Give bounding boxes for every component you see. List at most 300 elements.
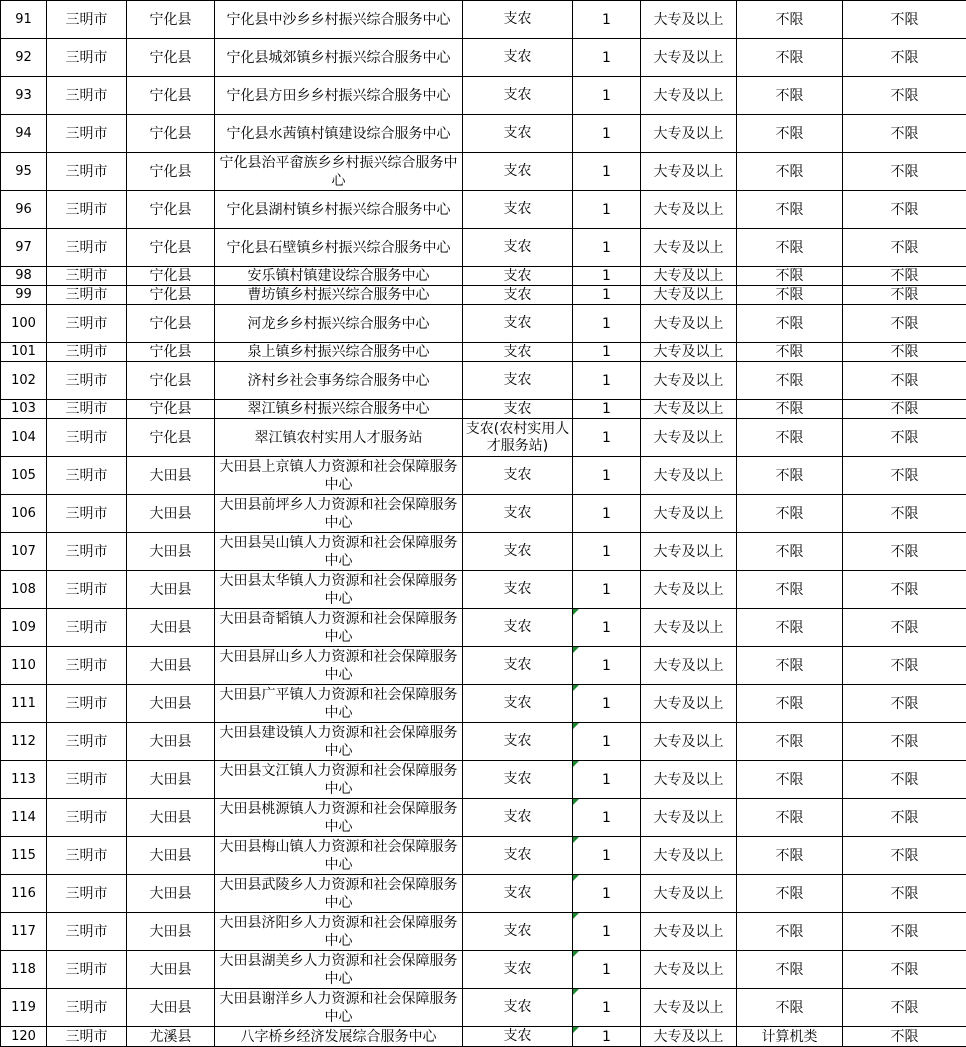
cell-row-number[interactable]: 103 (1, 400, 47, 419)
cell-count[interactable]: 1 (573, 685, 641, 723)
cell-county[interactable]: 宁化县 (127, 343, 215, 362)
cell-row-number[interactable]: 91 (1, 1, 47, 39)
cell-row-number[interactable]: 102 (1, 362, 47, 400)
cell-row-number[interactable]: 107 (1, 533, 47, 571)
cell-category[interactable]: 支农 (463, 723, 573, 761)
cell-other-requirement[interactable]: 不限 (843, 1027, 966, 1047)
cell-education[interactable]: 大专及以上 (641, 457, 737, 495)
cell-other-requirement[interactable]: 不限 (843, 875, 966, 913)
cell-county[interactable]: 大田县 (127, 571, 215, 609)
cell-city[interactable]: 三明市 (47, 647, 127, 685)
cell-category[interactable]: 支农 (463, 571, 573, 609)
cell-count[interactable]: 1 (573, 647, 641, 685)
cell-major[interactable]: 不限 (737, 191, 843, 229)
table-row (1, 571, 966, 609)
cell-count[interactable]: 1 (573, 571, 641, 609)
cell-count[interactable]: 1 (573, 39, 641, 77)
cell-county[interactable]: 大田县 (127, 685, 215, 723)
cell-category[interactable]: 支农 (463, 647, 573, 685)
cell-county[interactable]: 大田县 (127, 457, 215, 495)
table-row (1, 647, 966, 685)
cell-major[interactable]: 不限 (737, 115, 843, 153)
cell-unit-name[interactable]: 大田县桃源镇人力资源和社会保障服务中心 (215, 799, 463, 837)
cell-education[interactable]: 大专及以上 (641, 495, 737, 533)
cell-city[interactable]: 三明市 (47, 495, 127, 533)
cell-city[interactable]: 三明市 (47, 799, 127, 837)
cell-row-number[interactable]: 92 (1, 39, 47, 77)
cell-category[interactable]: 支农 (463, 305, 573, 343)
cell-major[interactable]: 不限 (737, 419, 843, 457)
cell-count[interactable]: 1 (573, 191, 641, 229)
cell-unit-name[interactable]: 大田县奇韬镇人力资源和社会保障服务中心 (215, 609, 463, 647)
cell-major[interactable]: 不限 (737, 362, 843, 400)
green-triangle-icon (573, 723, 579, 729)
cell-unit-name[interactable]: 大田县武陵乡人力资源和社会保障服务中心 (215, 875, 463, 913)
cell-other-requirement[interactable]: 不限 (843, 400, 966, 419)
cell-category[interactable]: 支农 (463, 495, 573, 533)
cell-unit-name[interactable]: 宁化县石壁镇乡村振兴综合服务中心 (215, 229, 463, 267)
cell-major[interactable]: 不限 (737, 761, 843, 799)
cell-count[interactable]: 1 (573, 457, 641, 495)
cell-major[interactable]: 不限 (737, 286, 843, 305)
cell-city[interactable]: 三明市 (47, 229, 127, 267)
cell-major[interactable]: 不限 (737, 305, 843, 343)
cell-other-requirement[interactable]: 不限 (843, 837, 966, 875)
cell-other-requirement[interactable]: 不限 (843, 115, 966, 153)
cell-count[interactable]: 1 (573, 1027, 641, 1047)
cell-city[interactable]: 三明市 (47, 533, 127, 571)
cell-category[interactable]: 支农 (463, 1027, 573, 1047)
cell-county[interactable]: 宁化县 (127, 39, 215, 77)
cell-row-number[interactable]: 108 (1, 571, 47, 609)
cell-city[interactable]: 三明市 (47, 39, 127, 77)
cell-category[interactable]: 支农 (463, 153, 573, 191)
cell-category[interactable]: 支农(农村实用人才服务站) (463, 419, 573, 457)
cell-city[interactable]: 三明市 (47, 191, 127, 229)
cell-count[interactable]: 1 (573, 875, 641, 913)
cell-row-number[interactable]: 112 (1, 723, 47, 761)
cell-row-number[interactable]: 106 (1, 495, 47, 533)
cell-city[interactable]: 三明市 (47, 286, 127, 305)
cell-city[interactable]: 三明市 (47, 77, 127, 115)
cell-category[interactable]: 支农 (463, 400, 573, 419)
cell-other-requirement[interactable]: 不限 (843, 647, 966, 685)
cell-other-requirement[interactable]: 不限 (843, 39, 966, 77)
cell-row-number[interactable]: 99 (1, 286, 47, 305)
cell-row-number[interactable]: 114 (1, 799, 47, 837)
cell-city[interactable]: 三明市 (47, 761, 127, 799)
cell-major[interactable]: 不限 (737, 989, 843, 1027)
cell-major[interactable]: 不限 (737, 571, 843, 609)
cell-city[interactable]: 三明市 (47, 951, 127, 989)
cell-education[interactable]: 大专及以上 (641, 723, 737, 761)
cell-other-requirement[interactable]: 不限 (843, 229, 966, 267)
table-row (1, 286, 966, 305)
cell-major[interactable]: 不限 (737, 685, 843, 723)
green-triangle-icon (573, 875, 579, 881)
cell-city[interactable]: 三明市 (47, 609, 127, 647)
table-row (1, 362, 966, 400)
cell-education[interactable]: 大专及以上 (641, 1027, 737, 1047)
cell-major[interactable]: 不限 (737, 495, 843, 533)
table-row (1, 761, 966, 799)
cell-county[interactable]: 大田县 (127, 875, 215, 913)
cell-city[interactable]: 三明市 (47, 685, 127, 723)
cell-county[interactable]: 大田县 (127, 837, 215, 875)
table-row (1, 419, 966, 457)
cell-county[interactable]: 大田县 (127, 799, 215, 837)
cell-major[interactable]: 不限 (737, 609, 843, 647)
cell-count[interactable]: 1 (573, 305, 641, 343)
cell-unit-name[interactable]: 大田县广平镇人力资源和社会保障服务中心 (215, 685, 463, 723)
cell-education[interactable]: 大专及以上 (641, 191, 737, 229)
table-row (1, 495, 966, 533)
cell-category[interactable]: 支农 (463, 761, 573, 799)
cell-education[interactable]: 大专及以上 (641, 647, 737, 685)
cell-row-number[interactable]: 119 (1, 989, 47, 1027)
table-row (1, 39, 966, 77)
cell-education[interactable]: 大专及以上 (641, 77, 737, 115)
cell-city[interactable]: 三明市 (47, 400, 127, 419)
cell-city[interactable]: 三明市 (47, 989, 127, 1027)
cell-other-requirement[interactable]: 不限 (843, 191, 966, 229)
table-row (1, 685, 966, 723)
cell-county[interactable]: 宁化县 (127, 362, 215, 400)
cell-unit-name[interactable]: 大田县梅山镇人力资源和社会保障服务中心 (215, 837, 463, 875)
cell-unit-name[interactable]: 宁化县湖村镇乡村振兴综合服务中心 (215, 191, 463, 229)
cell-education[interactable]: 大专及以上 (641, 362, 737, 400)
cell-major[interactable]: 不限 (737, 723, 843, 761)
cell-major[interactable]: 计算机类 (737, 1027, 843, 1047)
cell-county[interactable]: 大田县 (127, 647, 215, 685)
cell-row-number[interactable]: 111 (1, 685, 47, 723)
cell-education[interactable]: 大专及以上 (641, 837, 737, 875)
green-triangle-icon (573, 609, 579, 615)
cell-other-requirement[interactable]: 不限 (843, 799, 966, 837)
cell-major[interactable]: 不限 (737, 533, 843, 571)
cell-unit-name[interactable]: 大田县前坪乡人力资源和社会保障服务中心 (215, 495, 463, 533)
table-body (1, 1, 966, 1047)
green-triangle-icon (573, 1027, 579, 1033)
cell-other-requirement[interactable]: 不限 (843, 495, 966, 533)
cell-count[interactable]: 1 (573, 362, 641, 400)
cell-other-requirement[interactable]: 不限 (843, 419, 966, 457)
cell-count[interactable]: 1 (573, 533, 641, 571)
cell-county[interactable]: 宁化县 (127, 419, 215, 457)
cell-category[interactable]: 支农 (463, 267, 573, 286)
table-row (1, 951, 966, 989)
cell-unit-name[interactable]: 宁化县方田乡乡村振兴综合服务中心 (215, 77, 463, 115)
cell-city[interactable]: 三明市 (47, 419, 127, 457)
cell-unit-name[interactable]: 大田县屏山乡人力资源和社会保障服务中心 (215, 647, 463, 685)
cell-education[interactable]: 大专及以上 (641, 799, 737, 837)
cell-city[interactable]: 三明市 (47, 343, 127, 362)
cell-count[interactable]: 1 (573, 799, 641, 837)
cell-unit-name[interactable]: 济村乡社会事务综合服务中心 (215, 362, 463, 400)
cell-other-requirement[interactable]: 不限 (843, 723, 966, 761)
cell-category[interactable]: 支农 (463, 989, 573, 1027)
cell-education[interactable]: 大专及以上 (641, 286, 737, 305)
cell-category[interactable]: 支农 (463, 799, 573, 837)
table-row (1, 913, 966, 951)
cell-major[interactable]: 不限 (737, 799, 843, 837)
cell-county[interactable]: 宁化县 (127, 286, 215, 305)
cell-other-requirement[interactable]: 不限 (843, 77, 966, 115)
cell-category[interactable]: 支农 (463, 837, 573, 875)
cell-count[interactable]: 1 (573, 229, 641, 267)
cell-unit-name[interactable]: 大田县谢洋乡人力资源和社会保障服务中心 (215, 989, 463, 1027)
cell-education[interactable]: 大专及以上 (641, 761, 737, 799)
cell-row-number[interactable]: 117 (1, 913, 47, 951)
cell-category[interactable]: 支农 (463, 533, 573, 571)
cell-education[interactable]: 大专及以上 (641, 951, 737, 989)
cell-city[interactable]: 三明市 (47, 875, 127, 913)
cell-education[interactable]: 大专及以上 (641, 229, 737, 267)
cell-county[interactable]: 大田县 (127, 761, 215, 799)
cell-unit-name[interactable]: 大田县湖美乡人力资源和社会保障服务中心 (215, 951, 463, 989)
cell-major[interactable]: 不限 (737, 951, 843, 989)
cell-row-number[interactable]: 120 (1, 1027, 47, 1047)
cell-education[interactable]: 大专及以上 (641, 1, 737, 39)
cell-unit-name[interactable]: 宁化县中沙乡乡村振兴综合服务中心 (215, 1, 463, 39)
cell-count[interactable]: 1 (573, 115, 641, 153)
cell-count[interactable]: 1 (573, 989, 641, 1027)
cell-other-requirement[interactable]: 不限 (843, 571, 966, 609)
cell-count[interactable]: 1 (573, 267, 641, 286)
cell-city[interactable]: 三明市 (47, 1027, 127, 1047)
table-row (1, 267, 966, 286)
cell-row-number[interactable]: 94 (1, 115, 47, 153)
cell-unit-name[interactable]: 翠江镇农村实用人才服务站 (215, 419, 463, 457)
cell-education[interactable]: 大专及以上 (641, 533, 737, 571)
cell-count[interactable]: 1 (573, 913, 641, 951)
cell-unit-name[interactable]: 大田县济阳乡人力资源和社会保障服务中心 (215, 913, 463, 951)
cell-major[interactable]: 不限 (737, 1, 843, 39)
cell-other-requirement[interactable]: 不限 (843, 153, 966, 191)
cell-city[interactable]: 三明市 (47, 571, 127, 609)
cell-city[interactable]: 三明市 (47, 153, 127, 191)
green-triangle-icon (573, 837, 579, 843)
table-row (1, 1, 966, 39)
cell-row-number[interactable]: 110 (1, 647, 47, 685)
cell-unit-name[interactable]: 八字桥乡经济发展综合服务中心 (215, 1027, 463, 1047)
cell-other-requirement[interactable]: 不限 (843, 533, 966, 571)
table-row (1, 837, 966, 875)
cell-county[interactable]: 大田县 (127, 989, 215, 1027)
cell-education[interactable]: 大专及以上 (641, 343, 737, 362)
cell-count[interactable]: 1 (573, 153, 641, 191)
cell-education[interactable]: 大专及以上 (641, 685, 737, 723)
cell-count[interactable]: 1 (573, 837, 641, 875)
cell-city[interactable]: 三明市 (47, 305, 127, 343)
cell-unit-name[interactable]: 大田县文江镇人力资源和社会保障服务中心 (215, 761, 463, 799)
cell-count[interactable]: 1 (573, 723, 641, 761)
cell-count[interactable]: 1 (573, 1, 641, 39)
cell-unit-name[interactable]: 宁化县水茜镇村镇建设综合服务中心 (215, 115, 463, 153)
cell-major[interactable]: 不限 (737, 400, 843, 419)
cell-unit-name[interactable]: 河龙乡乡村振兴综合服务中心 (215, 305, 463, 343)
cell-category[interactable]: 支农 (463, 343, 573, 362)
table-row (1, 723, 966, 761)
cell-unit-name[interactable]: 大田县太华镇人力资源和社会保障服务中心 (215, 571, 463, 609)
table-row (1, 191, 966, 229)
cell-major[interactable]: 不限 (737, 875, 843, 913)
cell-education[interactable]: 大专及以上 (641, 989, 737, 1027)
cell-other-requirement[interactable]: 不限 (843, 362, 966, 400)
cell-category[interactable]: 支农 (463, 685, 573, 723)
cell-row-number[interactable]: 97 (1, 229, 47, 267)
cell-county[interactable]: 宁化县 (127, 305, 215, 343)
cell-other-requirement[interactable]: 不限 (843, 685, 966, 723)
cell-row-number[interactable]: 109 (1, 609, 47, 647)
cell-major[interactable]: 不限 (737, 267, 843, 286)
cell-major[interactable]: 不限 (737, 77, 843, 115)
cell-city[interactable]: 三明市 (47, 267, 127, 286)
cell-category[interactable]: 支农 (463, 913, 573, 951)
cell-unit-name[interactable]: 大田县建设镇人力资源和社会保障服务中心 (215, 723, 463, 761)
green-triangle-icon (573, 761, 579, 767)
cell-education[interactable]: 大专及以上 (641, 609, 737, 647)
cell-other-requirement[interactable]: 不限 (843, 761, 966, 799)
cell-row-number[interactable]: 95 (1, 153, 47, 191)
cell-category[interactable]: 支农 (463, 191, 573, 229)
cell-unit-name[interactable]: 曹坊镇乡村振兴综合服务中心 (215, 286, 463, 305)
cell-other-requirement[interactable]: 不限 (843, 286, 966, 305)
cell-education[interactable]: 大专及以上 (641, 115, 737, 153)
cell-education[interactable]: 大专及以上 (641, 419, 737, 457)
cell-count[interactable]: 1 (573, 286, 641, 305)
cell-county[interactable]: 宁化县 (127, 77, 215, 115)
cell-county[interactable]: 宁化县 (127, 115, 215, 153)
cell-major[interactable]: 不限 (737, 457, 843, 495)
cell-county[interactable]: 宁化县 (127, 1, 215, 39)
cell-row-number[interactable]: 98 (1, 267, 47, 286)
cell-category[interactable]: 支农 (463, 875, 573, 913)
cell-other-requirement[interactable]: 不限 (843, 267, 966, 286)
cell-row-number[interactable]: 115 (1, 837, 47, 875)
cell-city[interactable]: 三明市 (47, 115, 127, 153)
cell-other-requirement[interactable]: 不限 (843, 609, 966, 647)
cell-education[interactable]: 大专及以上 (641, 400, 737, 419)
cell-education[interactable]: 大专及以上 (641, 153, 737, 191)
cell-other-requirement[interactable]: 不限 (843, 989, 966, 1027)
cell-major[interactable]: 不限 (737, 837, 843, 875)
cell-count[interactable]: 1 (573, 609, 641, 647)
cell-other-requirement[interactable]: 不限 (843, 305, 966, 343)
cell-unit-name[interactable]: 大田县上京镇人力资源和社会保障服务中心 (215, 457, 463, 495)
cell-unit-name[interactable]: 翠江镇乡村振兴综合服务中心 (215, 400, 463, 419)
cell-other-requirement[interactable]: 不限 (843, 343, 966, 362)
cell-county[interactable]: 宁化县 (127, 153, 215, 191)
cell-other-requirement[interactable]: 不限 (843, 913, 966, 951)
cell-city[interactable]: 三明市 (47, 723, 127, 761)
cell-major[interactable]: 不限 (737, 343, 843, 362)
cell-county[interactable]: 大田县 (127, 723, 215, 761)
cell-unit-name[interactable]: 宁化县城郊镇乡村振兴综合服务中心 (215, 39, 463, 77)
cell-row-number[interactable]: 93 (1, 77, 47, 115)
cell-education[interactable]: 大专及以上 (641, 39, 737, 77)
cell-education[interactable]: 大专及以上 (641, 305, 737, 343)
green-triangle-icon (573, 685, 579, 691)
cell-row-number[interactable]: 100 (1, 305, 47, 343)
table-row (1, 457, 966, 495)
table-row (1, 343, 966, 362)
cell-major[interactable]: 不限 (737, 913, 843, 951)
cell-category[interactable]: 支农 (463, 362, 573, 400)
cell-unit-name[interactable]: 宁化县治平畲族乡乡村振兴综合服务中心 (215, 153, 463, 191)
cell-count[interactable]: 1 (573, 419, 641, 457)
cell-county[interactable]: 大田县 (127, 913, 215, 951)
cell-education[interactable]: 大专及以上 (641, 571, 737, 609)
cell-major[interactable]: 不限 (737, 153, 843, 191)
cell-other-requirement[interactable]: 不限 (843, 457, 966, 495)
cell-row-number[interactable]: 105 (1, 457, 47, 495)
table-row (1, 1027, 966, 1047)
cell-count[interactable]: 1 (573, 400, 641, 419)
table-row (1, 229, 966, 267)
cell-row-number[interactable]: 96 (1, 191, 47, 229)
cell-other-requirement[interactable]: 不限 (843, 1, 966, 39)
cell-row-number[interactable]: 104 (1, 419, 47, 457)
cell-county[interactable]: 大田县 (127, 609, 215, 647)
cell-count[interactable]: 1 (573, 495, 641, 533)
cell-count[interactable]: 1 (573, 951, 641, 989)
cell-county[interactable]: 尤溪县 (127, 1027, 215, 1047)
cell-city[interactable]: 三明市 (47, 362, 127, 400)
cell-category[interactable]: 支农 (463, 609, 573, 647)
cell-county[interactable]: 宁化县 (127, 400, 215, 419)
cell-category[interactable]: 支农 (463, 951, 573, 989)
cell-category[interactable]: 支农 (463, 229, 573, 267)
cell-row-number[interactable]: 113 (1, 761, 47, 799)
cell-county[interactable]: 宁化县 (127, 267, 215, 286)
cell-education[interactable]: 大专及以上 (641, 875, 737, 913)
cell-education[interactable]: 大专及以上 (641, 267, 737, 286)
cell-education[interactable]: 大专及以上 (641, 913, 737, 951)
cell-unit-name[interactable]: 大田县吴山镇人力资源和社会保障服务中心 (215, 533, 463, 571)
cell-county[interactable]: 宁化县 (127, 191, 215, 229)
cell-category[interactable]: 支农 (463, 77, 573, 115)
cell-row-number[interactable]: 116 (1, 875, 47, 913)
cell-county[interactable]: 大田县 (127, 533, 215, 571)
cell-major[interactable]: 不限 (737, 647, 843, 685)
cell-city[interactable]: 三明市 (47, 1, 127, 39)
cell-county[interactable]: 大田县 (127, 951, 215, 989)
table-row (1, 400, 966, 419)
cell-category[interactable]: 支农 (463, 1, 573, 39)
green-triangle-icon (573, 799, 579, 805)
cell-category[interactable]: 支农 (463, 39, 573, 77)
cell-count[interactable]: 1 (573, 343, 641, 362)
cell-city[interactable]: 三明市 (47, 457, 127, 495)
cell-major[interactable]: 不限 (737, 229, 843, 267)
cell-county[interactable]: 大田县 (127, 495, 215, 533)
cell-row-number[interactable]: 118 (1, 951, 47, 989)
cell-other-requirement[interactable]: 不限 (843, 951, 966, 989)
cell-unit-name[interactable]: 安乐镇村镇建设综合服务中心 (215, 267, 463, 286)
cell-category[interactable]: 支农 (463, 115, 573, 153)
cell-city[interactable]: 三明市 (47, 913, 127, 951)
cell-row-number[interactable]: 101 (1, 343, 47, 362)
cell-county[interactable]: 宁化县 (127, 229, 215, 267)
cell-major[interactable]: 不限 (737, 39, 843, 77)
cell-category[interactable]: 支农 (463, 286, 573, 305)
cell-count[interactable]: 1 (573, 77, 641, 115)
cell-city[interactable]: 三明市 (47, 837, 127, 875)
cell-count[interactable]: 1 (573, 761, 641, 799)
cell-category[interactable]: 支农 (463, 457, 573, 495)
cell-unit-name[interactable]: 泉上镇乡村振兴综合服务中心 (215, 343, 463, 362)
